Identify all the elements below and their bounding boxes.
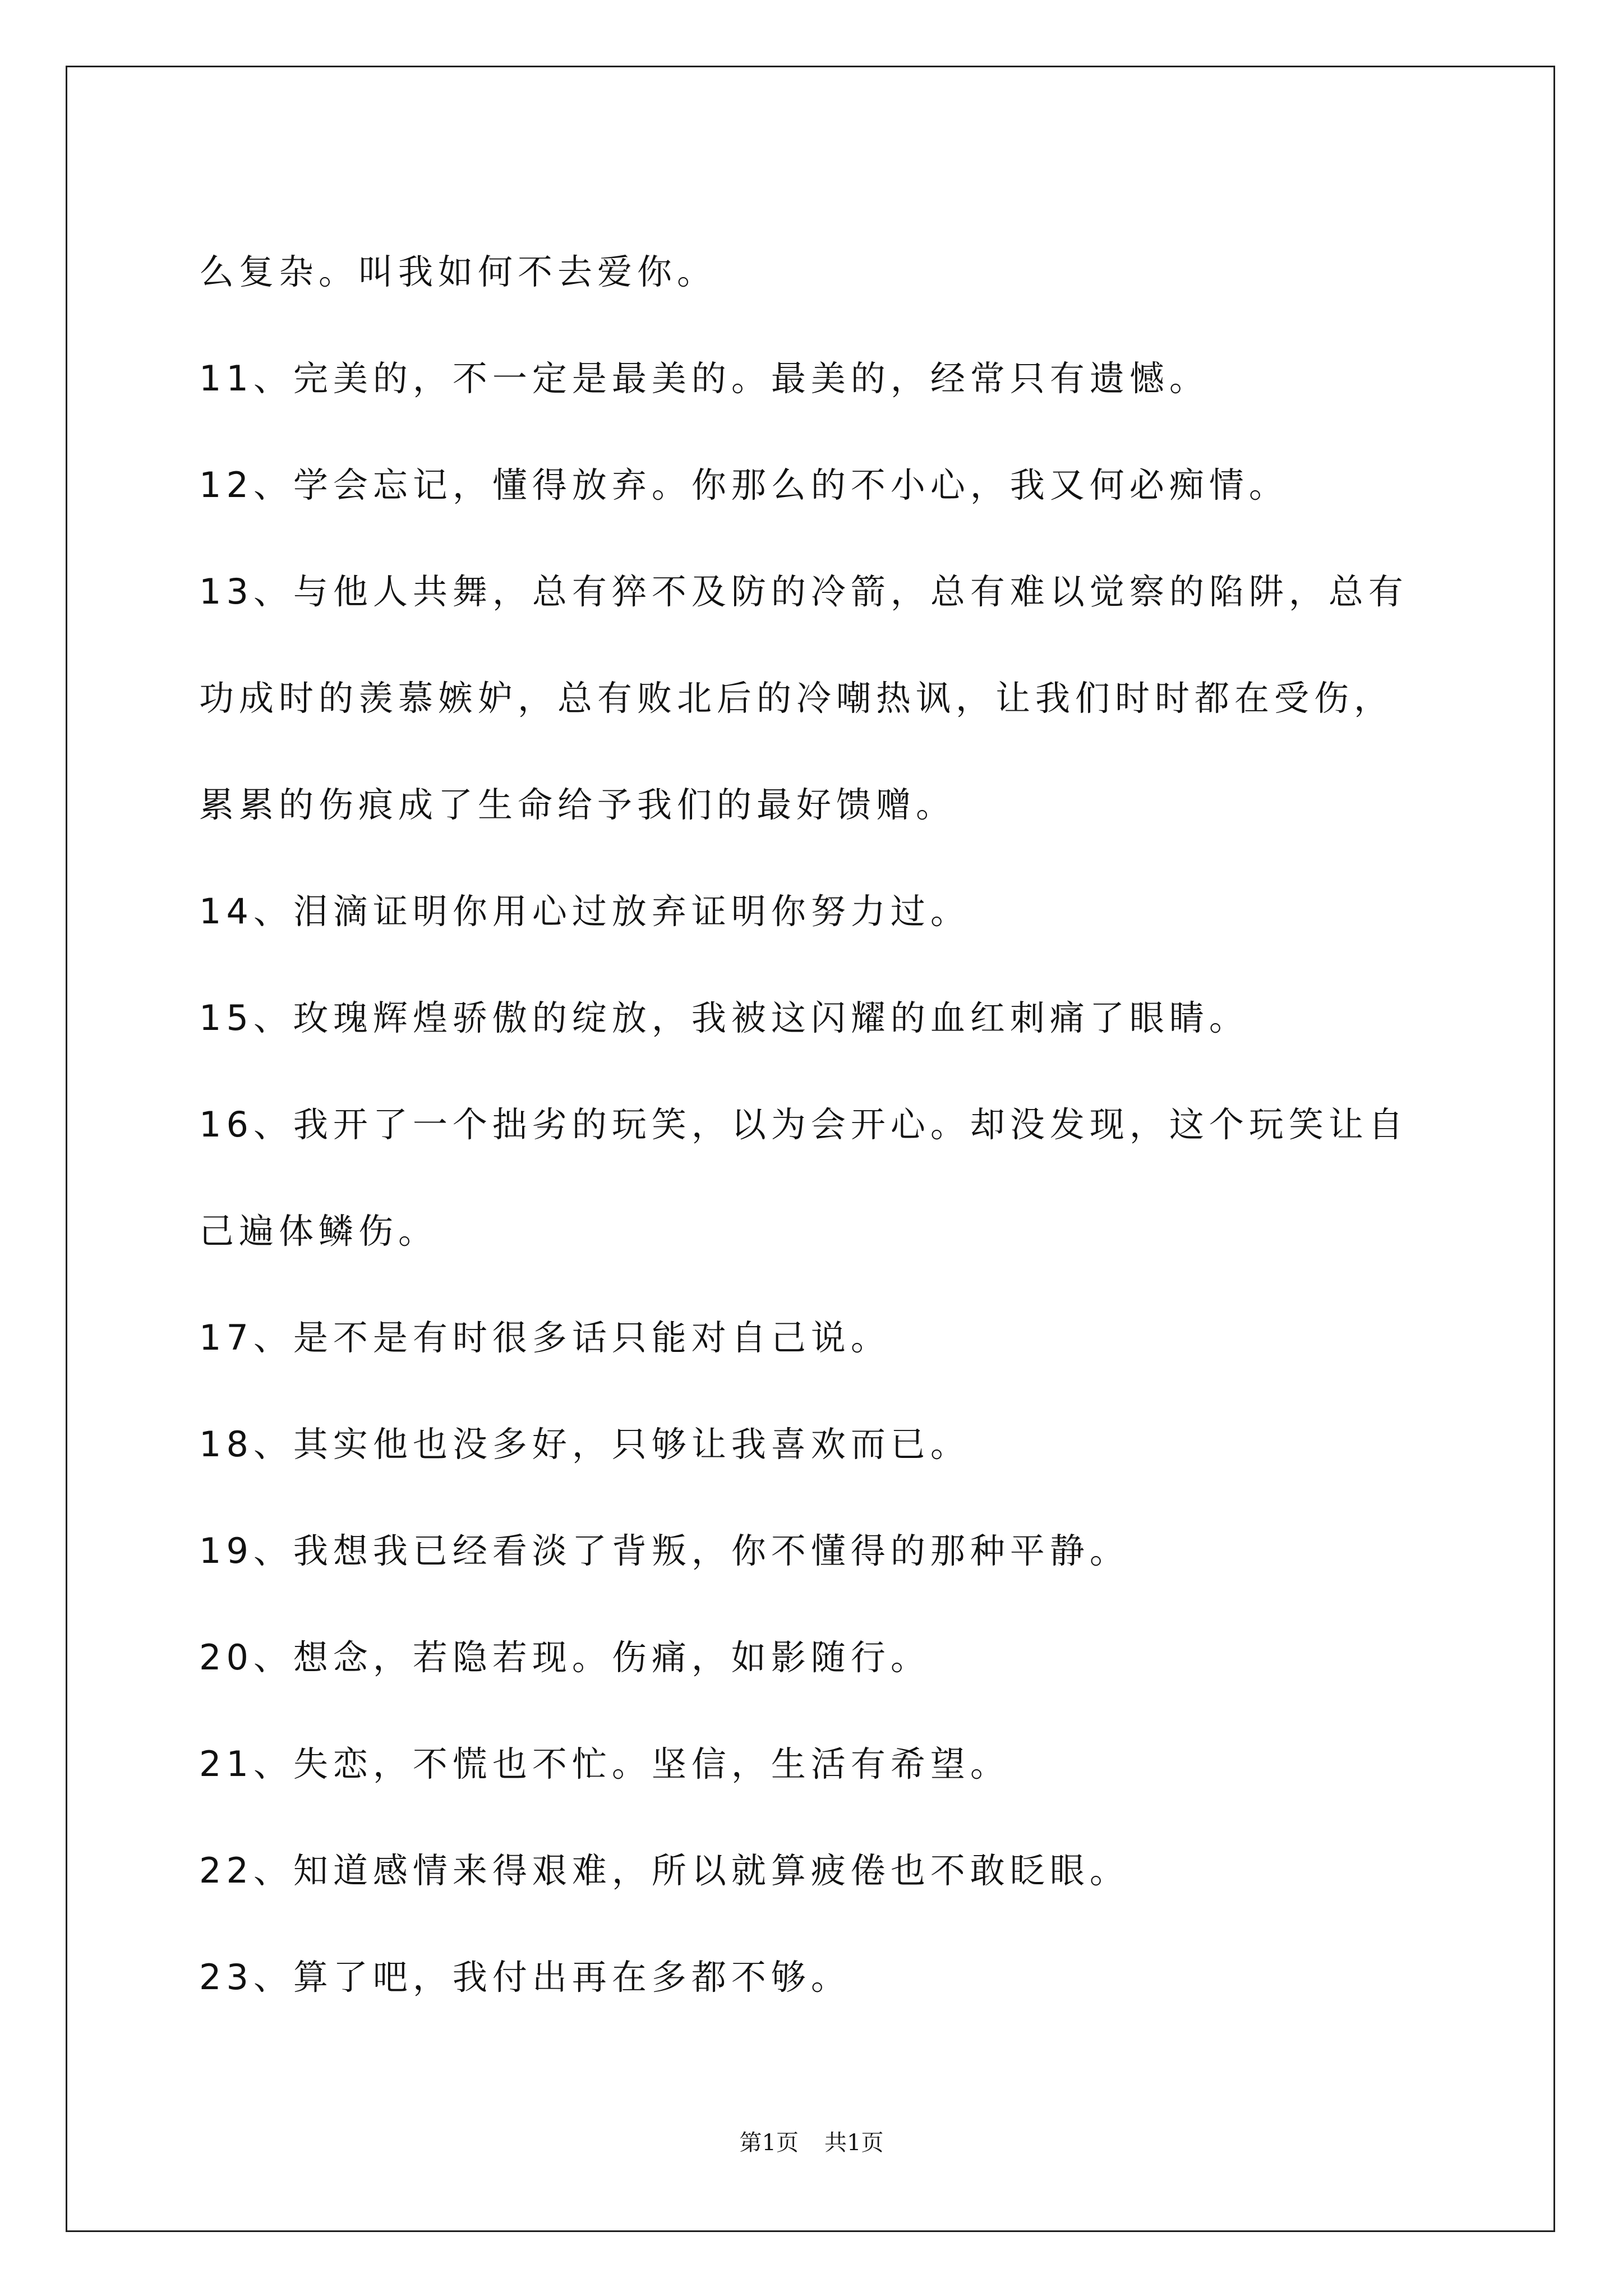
text-line: 14、泪滴证明你用心过放弃证明你努力过。 xyxy=(199,891,970,932)
text-line: 22、知道感情来得艰难，所以就算疲倦也不敢眨眼。 xyxy=(199,1850,1129,1891)
text-line: 么复杂。叫我如何不去爱你。 xyxy=(199,251,717,292)
text-line: 23、算了吧，我付出再在多都不够。 xyxy=(199,1957,851,1998)
page-footer xyxy=(0,2126,1623,2160)
text-line: 己遍体鳞伤。 xyxy=(199,1211,439,1251)
text-line: 18、其实他也没多好，只够让我喜欢而已。 xyxy=(199,1424,970,1465)
text-line: 11、完美的，不一定是最美的。最美的，经常只有遗憾。 xyxy=(199,358,1209,399)
text-line: 13、与他人共舞，总有猝不及防的冷箭，总有难以觉察的陷阱，总有 xyxy=(199,571,1408,612)
page-total: 共1页 xyxy=(824,2130,884,2156)
text-line: 16、我开了一个拙劣的玩笑，以为会开心。却没发现，这个玩笑让自 xyxy=(199,1104,1408,1145)
text-line: 15、玫瑰辉煌骄傲的绽放，我被这闪耀的血红刺痛了眼睛。 xyxy=(199,997,1249,1038)
page-number: 第1页 xyxy=(739,2130,799,2156)
text-line: 20、想念，若隐若现。伤痛，如影随行。 xyxy=(199,1637,930,1678)
text-line: 19、我想我已经看淡了背叛，你不懂得的那种平静。 xyxy=(199,1530,1129,1571)
text-line: 17、是不是有时很多话只能对自己说。 xyxy=(199,1317,891,1358)
text-line: 12、学会忘记，懂得放弃。你那么的不小心，我又何必痴情。 xyxy=(199,464,1289,505)
document-body xyxy=(199,219,1461,2031)
text-line: 功成时的羡慕嫉妒，总有败北后的冷嘲热讽，让我们时时都在受伤， xyxy=(199,678,1394,719)
text-line: 累累的伤痕成了生命给予我们的最好馈赠。 xyxy=(199,784,956,825)
text-line: 21、失恋，不慌也不忙。坚信，生活有希望。 xyxy=(199,1743,1010,1784)
